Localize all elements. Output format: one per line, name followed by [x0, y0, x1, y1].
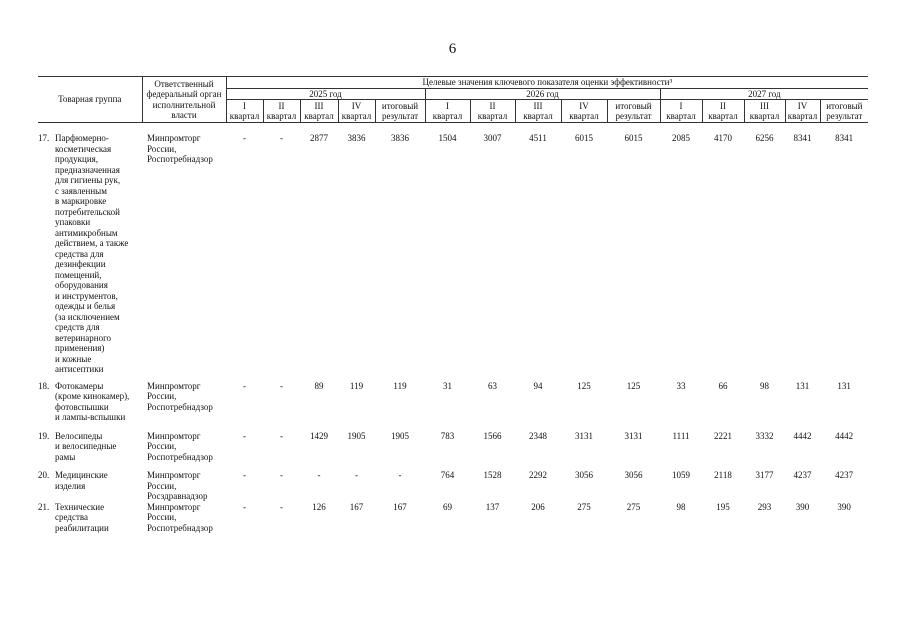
product-name-line: антимикробным: [55, 227, 118, 238]
product-name: [55, 431, 135, 463]
value-cell: -: [280, 470, 283, 480]
authority-line: Минпромторг: [147, 380, 201, 391]
value-cell: 8341: [835, 133, 854, 143]
value-cell: 131: [837, 380, 851, 391]
period-unit: квартал: [432, 111, 463, 121]
authority-line: Роспотребнадзор: [147, 401, 213, 412]
header-period: [607, 100, 660, 123]
authority-line: России,: [147, 441, 177, 451]
product-name-line: оборудования: [55, 280, 108, 290]
value-cell: 390: [837, 501, 851, 512]
period-unit: квартал: [477, 111, 508, 121]
product-name-line: продукция,: [55, 154, 99, 164]
value-cell: 764: [440, 470, 455, 480]
period-label: IV: [579, 100, 589, 111]
period-unit: квартал: [304, 111, 334, 121]
header-period: [263, 100, 300, 123]
header-year-2026: 2026 год: [425, 88, 660, 100]
value-cell: -: [317, 470, 321, 480]
value-cell: 33: [676, 380, 686, 391]
value-cell: 3836: [391, 133, 409, 143]
header-period: [744, 100, 785, 123]
product-name-line: реабилитации: [55, 522, 109, 533]
product-name-line: косметическая: [55, 143, 112, 154]
product-name-line: Медицинские: [55, 470, 108, 480]
value-cell: 167: [349, 501, 364, 512]
header-period: [300, 100, 338, 123]
value-cell: 2348: [529, 430, 547, 441]
header-product-group: Товарная группа: [38, 77, 142, 123]
authority-cell: [142, 470, 226, 502]
product-group-cell: [38, 133, 142, 381]
value-cell: 6015: [575, 133, 593, 143]
product-group-cell: [38, 470, 142, 502]
product-name-line: (за исключением: [55, 311, 120, 322]
product-group-cell: [38, 502, 142, 534]
value-cell: 119: [393, 380, 407, 391]
period-label: II: [489, 100, 496, 111]
authority-line: Минпромторг: [147, 501, 201, 512]
period-label: IV: [797, 100, 808, 111]
value-cell: 293: [757, 501, 772, 512]
table-row: [38, 470, 868, 502]
value-cell: -: [243, 133, 246, 143]
authority-cell: [142, 381, 226, 431]
period-unit: квартал: [708, 111, 738, 121]
value-cell: -: [243, 380, 246, 391]
value-cell: 137: [485, 501, 500, 512]
value-cell: 119: [349, 380, 364, 391]
value-cell: 63: [488, 380, 497, 391]
product-name-line: и велосипедные: [55, 441, 117, 451]
product-name-line: действием, а также: [55, 238, 129, 248]
value-cell: 4237: [835, 470, 854, 480]
kpi-table: [38, 76, 868, 533]
value-cell: 1504: [438, 133, 457, 143]
header-period: [561, 100, 607, 123]
value-cell: 3836: [347, 133, 366, 143]
value-cell: 206: [531, 501, 545, 512]
value-cell: 2292: [529, 470, 547, 480]
period-unit: квартал: [569, 111, 599, 121]
period-label: II: [278, 100, 285, 111]
value-cell: 94: [533, 380, 543, 391]
value-cell: 4442: [793, 430, 812, 441]
product-group-cell: [38, 381, 142, 431]
product-name-line: в маркировке: [55, 196, 107, 206]
product-name-line: антисептики: [55, 364, 104, 374]
value-cell: 4237: [793, 470, 812, 480]
product-name-line: ветеринарного: [55, 332, 112, 343]
value-cell: 195: [716, 501, 730, 512]
product-name-line: одежды и белья: [55, 301, 116, 311]
page-number: 6: [448, 41, 457, 57]
value-cell: 2085: [672, 133, 690, 143]
value-cell: 1429: [310, 430, 328, 441]
value-cell: 3131: [575, 430, 593, 441]
value-cell: -: [280, 133, 283, 143]
header-period: [470, 100, 515, 123]
value-cell: 89: [314, 380, 324, 391]
value-cell: 2877: [310, 133, 328, 143]
value-cell: 3332: [755, 430, 774, 441]
row-number: 21.: [38, 501, 50, 512]
authority-cell: [142, 133, 226, 381]
period-unit: результат: [615, 111, 652, 121]
product-name-line: с заявленным: [55, 185, 107, 196]
period-label: II: [720, 100, 726, 111]
value-cell: 1566: [483, 430, 502, 441]
period-label: I: [243, 100, 246, 111]
header-period: [820, 100, 868, 123]
authority-line: Минпромторг: [147, 133, 201, 143]
authority-line: Росздравнадзор: [147, 491, 208, 501]
table-row: [38, 502, 868, 534]
period-label: итоговый: [826, 100, 863, 111]
period-unit: квартал: [229, 111, 260, 121]
value-cell: 3177: [755, 470, 774, 480]
period-label: III: [314, 100, 324, 111]
value-cell: 3056: [575, 470, 593, 480]
value-cell: 2221: [714, 430, 732, 441]
value-cell: 66: [718, 380, 728, 391]
value-cell: 98: [760, 380, 769, 391]
value-cell: 1059: [672, 470, 690, 480]
period-unit: квартал: [341, 111, 372, 121]
value-cell: 783: [440, 430, 455, 441]
table-row: [38, 431, 868, 471]
product-name-line: для гигиены рук,: [55, 175, 121, 185]
value-cell: 125: [626, 380, 641, 391]
product-name-line: применения): [55, 343, 105, 353]
value-cell: 6015: [624, 133, 643, 143]
value-cell: 2118: [714, 470, 732, 480]
product-name-line: изделия: [55, 480, 86, 491]
period-unit: квартал: [787, 111, 818, 121]
authority-line: России,: [147, 143, 177, 154]
period-label: итоговый: [381, 100, 419, 111]
product-name: [55, 470, 135, 491]
period-unit: квартал: [266, 111, 297, 121]
product-name-line: предназначенная: [55, 164, 120, 175]
value-cell: -: [398, 470, 402, 480]
value-cell: 1111: [672, 430, 690, 441]
value-cell: 3007: [483, 133, 502, 143]
product-name-line: средства для: [55, 248, 104, 259]
authority-line: России,: [147, 480, 177, 491]
header-year-2027: 2027 год: [660, 88, 868, 100]
value-cell: -: [280, 380, 283, 391]
header-period: [702, 100, 744, 123]
value-cell: 31: [443, 380, 452, 391]
value-cell: 275: [577, 501, 591, 512]
product-name-line: рамы: [55, 451, 76, 462]
header-period: [785, 100, 820, 123]
value-cell: 4442: [835, 430, 854, 441]
header-authority: Ответственный федеральный орган исполнительной власти: [142, 77, 226, 123]
product-name-line: Велосипеды: [55, 430, 103, 441]
authority-line: Роспотребнадзор: [147, 154, 213, 164]
value-cell: -: [243, 501, 246, 512]
value-cell: 4170: [714, 133, 732, 143]
value-cell: 125: [577, 380, 591, 391]
row-number: 17.: [38, 133, 50, 143]
value-cell: 8341: [793, 133, 812, 143]
product-name-line: средств для: [55, 322, 100, 332]
value-cell: 4511: [529, 133, 547, 143]
value-cell: 1905: [347, 430, 366, 441]
product-name: [55, 502, 135, 534]
table-body: [38, 123, 868, 534]
value-cell: 167: [393, 501, 407, 512]
product-name-line: Технические: [55, 501, 105, 512]
value-cell: -: [243, 430, 246, 441]
product-name-line: и инструментов,: [55, 290, 118, 301]
authority-line: России,: [147, 512, 177, 522]
product-name-line: и кожные: [55, 353, 92, 364]
header-period: [375, 100, 425, 123]
value-cell: 131: [795, 380, 810, 391]
value-cell: 3056: [624, 470, 643, 480]
header-year-2025: 2025 год: [226, 88, 425, 100]
authority-line: Роспотребнадзор: [147, 451, 213, 462]
product-name-line: (кроме кинокамер),: [55, 391, 130, 401]
authority-line: России,: [147, 391, 177, 401]
value-cell: -: [355, 470, 358, 480]
authority-cell: [142, 431, 226, 471]
product-name-line: фотовспышки: [55, 401, 109, 412]
period-label: I: [446, 100, 449, 111]
authority-line: Минпромторг: [147, 470, 201, 480]
product-name-line: Парфюмерно-: [55, 133, 109, 143]
value-cell: 3131: [624, 430, 643, 441]
header-target-values: Целевые значения ключевого показателя оценки эффективности³: [226, 77, 868, 89]
period-unit: результат: [381, 111, 419, 121]
product-name-line: и лампы-вспышки: [55, 412, 126, 422]
authority-line: Роспотребнадзор: [147, 522, 213, 533]
value-cell: 275: [626, 501, 641, 512]
value-cell: 126: [312, 501, 326, 512]
authority-line: Минпромторг: [147, 430, 201, 441]
period-label: итоговый: [615, 100, 652, 111]
header-period: [226, 100, 263, 123]
value-cell: -: [243, 470, 246, 480]
authority-cell: [142, 502, 226, 534]
period-unit: квартал: [666, 111, 696, 121]
table-row: [38, 133, 868, 381]
product-name: [55, 381, 135, 423]
value-cell: 69: [443, 501, 452, 512]
period-unit: квартал: [749, 111, 780, 121]
period-label: III: [760, 100, 769, 111]
product-name-line: потребительской: [55, 206, 120, 217]
period-label: III: [533, 100, 543, 111]
product-name-line: дезинфекции: [55, 259, 106, 269]
period-unit: квартал: [523, 111, 553, 121]
value-cell: 1905: [391, 430, 409, 441]
period-label: I: [679, 100, 683, 111]
product-name-line: помещений,: [55, 269, 102, 280]
table-row: [38, 381, 868, 431]
value-cell: -: [280, 501, 283, 512]
product-name-line: упаковки: [55, 217, 91, 227]
table-header: [38, 77, 868, 123]
product-name-line: средства: [55, 512, 89, 522]
period-label: IV: [351, 100, 362, 111]
row-number: 20.: [38, 470, 50, 480]
row-number: 18.: [38, 380, 50, 391]
header-period: [515, 100, 561, 123]
header-period: [660, 100, 702, 123]
value-cell: 1528: [483, 470, 502, 480]
product-group-cell: [38, 431, 142, 471]
value-cell: -: [280, 430, 283, 441]
value-cell: 6256: [755, 133, 774, 143]
row-number: 19.: [38, 430, 50, 441]
product-name: [55, 133, 135, 375]
value-cell: 390: [795, 501, 810, 512]
header-period: [338, 100, 375, 123]
header-period: [425, 100, 470, 123]
value-cell: 98: [676, 501, 686, 512]
product-name-line: Фотокамеры: [55, 380, 104, 391]
period-unit: результат: [826, 111, 863, 121]
